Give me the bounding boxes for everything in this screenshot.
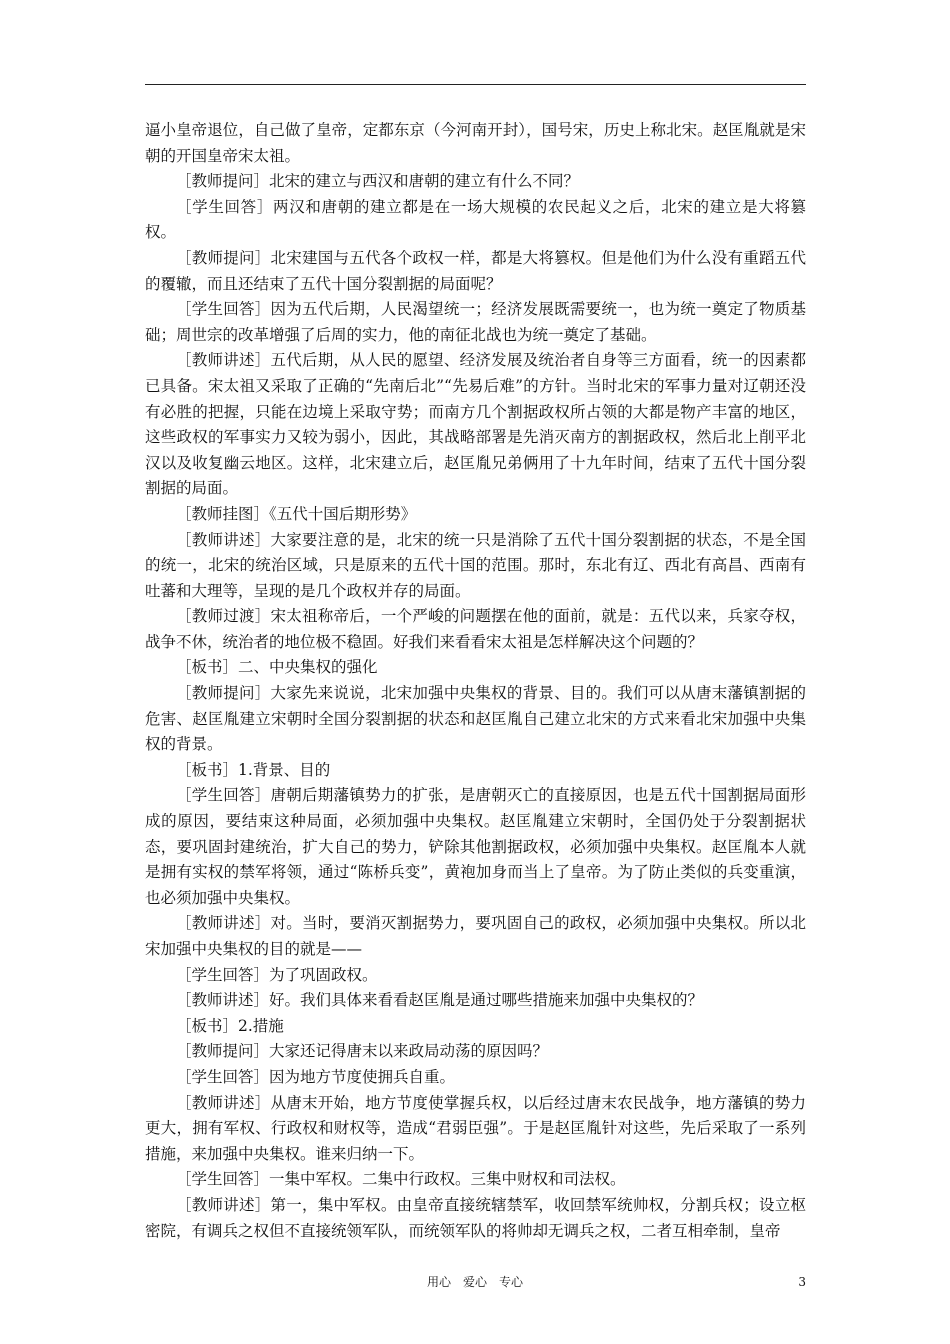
paragraph: ［学生回答］唐朝后期藩镇势力的扩张，是唐朝灭亡的直接原因，也是五代十国割据局面形成的原因，要结束这种局面，必须加强中央集权。赵匡胤建立宋朝时，全国仍处于分裂割据状态，要巩固封建统治，扩大自己的势力，铲除其他割据政权，必须加强中央集权。赵匡胤本人就是拥有实权的禁军将领，通过“陈桥兵变”，黄袍加身而当上了皇帝。为了防止类似的兵变重演，也必须加强中央集权。 (145, 786, 806, 907)
paragraph: ［学生回答］因为地方节度使拥兵自重。 (176, 1067, 456, 1086)
paragraph: ［教师讲述］第一，集中军权。由皇帝直接统辖禁军，收回禁军统帅权，分割兵权；设立枢密院，有调兵之权但不直接统领军队，而统领军队的将帅却无调兵之权，二者互相牵制，皇帝 (145, 1195, 806, 1240)
paragraph: ［教师讲述］从唐末开始，地方节度使掌握兵权，以后经过唐末农民战争，地方藩镇的势力更大，拥有军权、行政权和财权等，造成“君弱臣强”。于是赵匡胤针对这些，先后采取了一系列措施，来加强中央集权。谁来归纳一下。 (145, 1093, 806, 1163)
page-number: 3 (798, 1275, 806, 1289)
paragraph-continuation: 逼小皇帝退位，自己做了皇帝，定都东京（今河南开封），国号宋，历史上称北宋。赵匡胤就是宋朝的开国皇帝宋太祖。 (145, 121, 806, 165)
paragraph: ［学生回答］因为五代后期，人民渴望统一；经济发展既需要统一，也为统一奠定了物质基础；周世宗的改革增强了后周的实力，他的南征北战也为统一奠定了基础。 (145, 300, 806, 344)
paragraph: ［教师讲述］五代后期，从人民的愿望、经济发展及统治者自身等三方面看，统一的因素都已具备。宋太祖又采取了正确的“先南后北”“先易后难”的方针。当时北宋的军事力量对辽朝还没有必胜的把握，只能在边境上采取守势；而南方几个割据政权所占领的大都是物产丰富的地区，这些政权的军事实力又较为弱小，因此，其战略部署是先消灭南方的割据政权，然后北上削平北汉以及收复幽云地区。这样，北宋建立后，赵匡胤兄弟俩用了十九年时间，结束了五代十国分裂割据的局面。 (145, 351, 806, 498)
paragraph: ［教师提问］北宋的建立与西汉和唐朝的建立有什么不同？ (176, 172, 580, 191)
paragraph: ［板书］2.措施 (176, 1016, 284, 1035)
body-text (145, 118, 806, 1244)
paragraph: ［学生回答］为了巩固政权。 (176, 965, 378, 984)
paragraph: ［板书］1.背景、目的 (176, 760, 331, 779)
header-rule (145, 84, 806, 85)
paragraph: ［学生回答］一集中军权。二集中行政权。三集中财权和司法权。 (176, 1170, 626, 1189)
paragraph: ［教师讲述］对。当时，要消灭割据势力，要巩固自己的政权，必须加强中央集权。所以北宋加强中央集权的目的就是—— (145, 914, 806, 958)
paragraph: ［教师提问］大家还记得唐末以来政局动荡的原因吗？ (176, 1042, 549, 1061)
paragraph: ［教师讲述］大家要注意的是，北宋的统一只是消除了五代十国分裂割据的状态，不是全国的统一，北宋的统治区域，只是原来的五代十国的范围。那时，东北有辽、西北有高昌、西南有吐蕃和大理等，呈现的是几个政权并存的局面。 (145, 530, 806, 600)
paragraph: ［教师讲述］好。我们具体来看看赵匡胤是通过哪些措施来加强中央集权的？ (176, 991, 704, 1010)
footer-motto: 用心 爱心 专心 (426, 1275, 523, 1289)
paragraph: ［板书］二、中央集权的强化 (176, 658, 378, 677)
paragraph: ［学生回答］两汉和唐朝的建立都是在一场大规模的农民起义之后，北宋的建立是大将篡权。 (145, 197, 806, 242)
paragraph: ［教师提问］北宋建国与五代各个政权一样，都是大将篡权。但是他们为什么没有重蹈五代的覆辙，而且还结束了五代十国分裂割据的局面呢？ (145, 248, 806, 293)
page-footer (0, 1273, 950, 1291)
paragraph: ［教师过渡］宋太祖称帝后，一个严峻的问题摆在他的面前，就是：五代以来，兵家夺权，战争不休，统治者的地位极不稳固。好我们来看看宋太祖是怎样解决这个问题的？ (145, 607, 806, 651)
paragraph: ［教师提问］大家先来说说，北宋加强中央集权的背景、目的。我们可以从唐末藩镇割据的危害、赵匡胤建立宋朝时全国分裂割据的状态和赵匡胤自己建立北宋的方式来看北宋加强中央集权的背景。 (145, 684, 806, 754)
paragraph: ［教师挂图］《五代十国后期形势》 (176, 504, 417, 523)
